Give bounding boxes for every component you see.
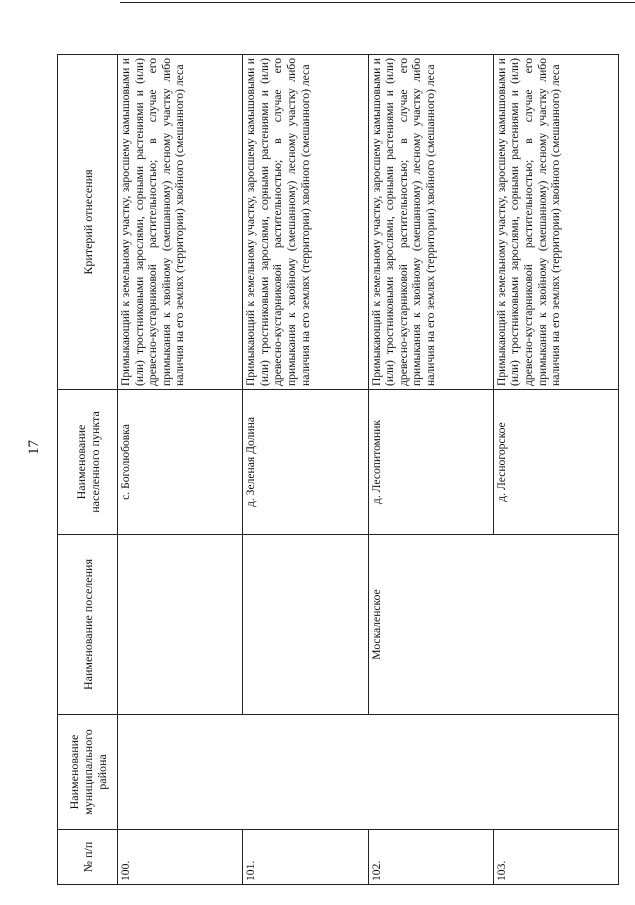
locality-cell: с. Боголюбовка (118, 390, 243, 535)
criterion-cell: Примыкающий к земельному участку, заросшему камышовыми и (или) тростниковыми зарослями, сорными растениями и (или) древесно-кустарниковой растительностью; в случае его примыкания к хвойному (смешанному) лесному участку либо наличия на его землях (территории) хвойного (смешанного) леса (243, 55, 368, 390)
page-number: 17 (26, 440, 42, 455)
criterion-cell: Примыкающий к земельному участку, заросшему камышовыми и (или) тростниковыми зарослями, сорными растениями и (или) древесно-кустарниковой растительностью; в случае его примыкания к хвойному (смешанному) лесному участку либо наличия на его землях (территории) хвойного (смешанного) леса (118, 55, 243, 390)
district-cell (118, 715, 619, 830)
rotated-table-wrapper (57, 55, 619, 885)
header-district: Наименование муниципального района (58, 715, 118, 830)
row-num: 100. (118, 830, 243, 885)
row-num: 102. (368, 830, 493, 885)
locality-cell: д. Лесногорское (493, 390, 618, 535)
table-row (118, 55, 243, 885)
settlement-cell: Москаленское (368, 535, 619, 715)
locality-cell: д. Лесопитомник (368, 390, 493, 535)
criterion-cell: Примыкающий к земельному участку, заросшему камышовыми и (или) тростниковыми зарослями, сорными растениями и (или) древесно-кустарниковой растительностью; в случае его примыкания к хвойному (смешанному) лесному участку либо наличия на его землях (территории) хвойного (смешанного) леса (493, 55, 618, 390)
settlement-cell-empty (118, 535, 243, 715)
criterion-cell: Примыкающий к земельному участку, заросшему камышовыми и (или) тростниковыми зарослями, сорными растениями и (или) древесно-кустарниковой растительностью; в случае его примыкания к хвойному (смешанному) лесному участку либо наличия на его землях (территории) хвойного (смешанного) леса (368, 55, 493, 390)
header-locality: Наименование населенного пункта (58, 390, 118, 535)
row-num: 103. (493, 830, 618, 885)
header-num: № п/п (58, 830, 118, 885)
header-criterion: Критерий отнесения (58, 55, 118, 390)
header-settlement: Наименование поселения (58, 535, 118, 715)
locality-cell: д. Зеленая Долина (243, 390, 368, 535)
header-row (58, 55, 118, 885)
row-num: 101. (243, 830, 368, 885)
criteria-table (57, 54, 619, 885)
settlement-cell-empty (243, 535, 368, 715)
top-rule (120, 2, 635, 3)
